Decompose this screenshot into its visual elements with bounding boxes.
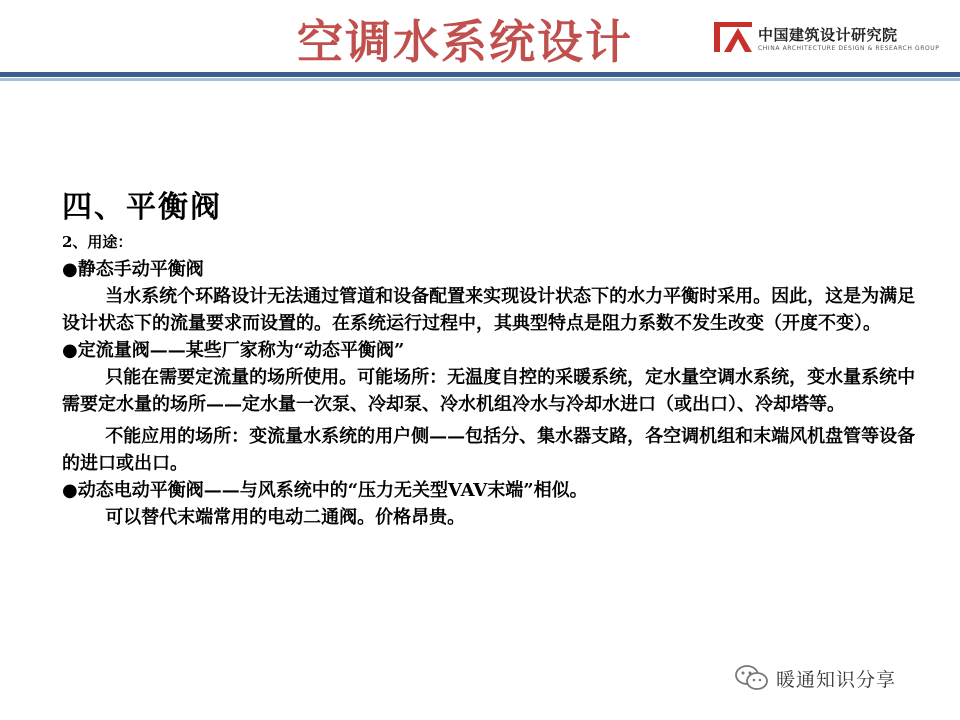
wechat-icon [734,663,770,693]
watermark-text: 暖通知识分享 [776,668,897,691]
subheading: 2、用途： [62,233,133,251]
item-paragraph: 当水系统个环路设计无法通过管道和设备配置来实现设计状态下的水力平衡时采用。因此，这是为满足设计状态下的流量要求而设置的。在系统运行过程中，其典型特点是阻力系数不发生改变（开度不变）。 [62,286,916,334]
header-divider-light [0,78,960,81]
header-divider [0,72,960,77]
watermark [734,662,896,694]
slide-title: 空调水系统设计 [297,15,633,69]
organization-logo [714,20,944,60]
item-heading-constant-flow-valve: ●定流量阀——某些厂家称为“动态平衡阀” [62,340,405,361]
slide-body [62,228,922,531]
item-paragraph: 只能在需要定流量的场所使用。可能场所：无温度自控的采暖系统，定水量空调水系统，变水量系统中需要定水量的场所——定水量一次泵、冷却泵、冷水机组冷水与冷却水进口（或出口）、冷却塔等。 [62,367,916,415]
logo-english-name: CHINA ARCHITECTURE DESIGN & RESEARCH GROUP [758,45,940,52]
item-heading-static-valve: ●静态手动平衡阀 [62,259,204,280]
section-title: 四、平衡阀 [62,190,222,225]
item-paragraph: 不能应用的场所：变流量水系统的用户侧——包括分、集水器支路，各空调机组和末端风机盘管等设备的进口或出口。 [62,426,916,474]
logo-chinese-name: 中国建筑设计研究院 [758,26,898,44]
item-heading-dynamic-electric-valve: ●动态电动平衡阀——与风系统中的“压力无关型VAV末端”相似。 [62,480,588,501]
logo-mark-icon [714,20,754,54]
item-paragraph: 可以替代末端常用的电动二通阀。价格昂贵。 [105,507,466,528]
